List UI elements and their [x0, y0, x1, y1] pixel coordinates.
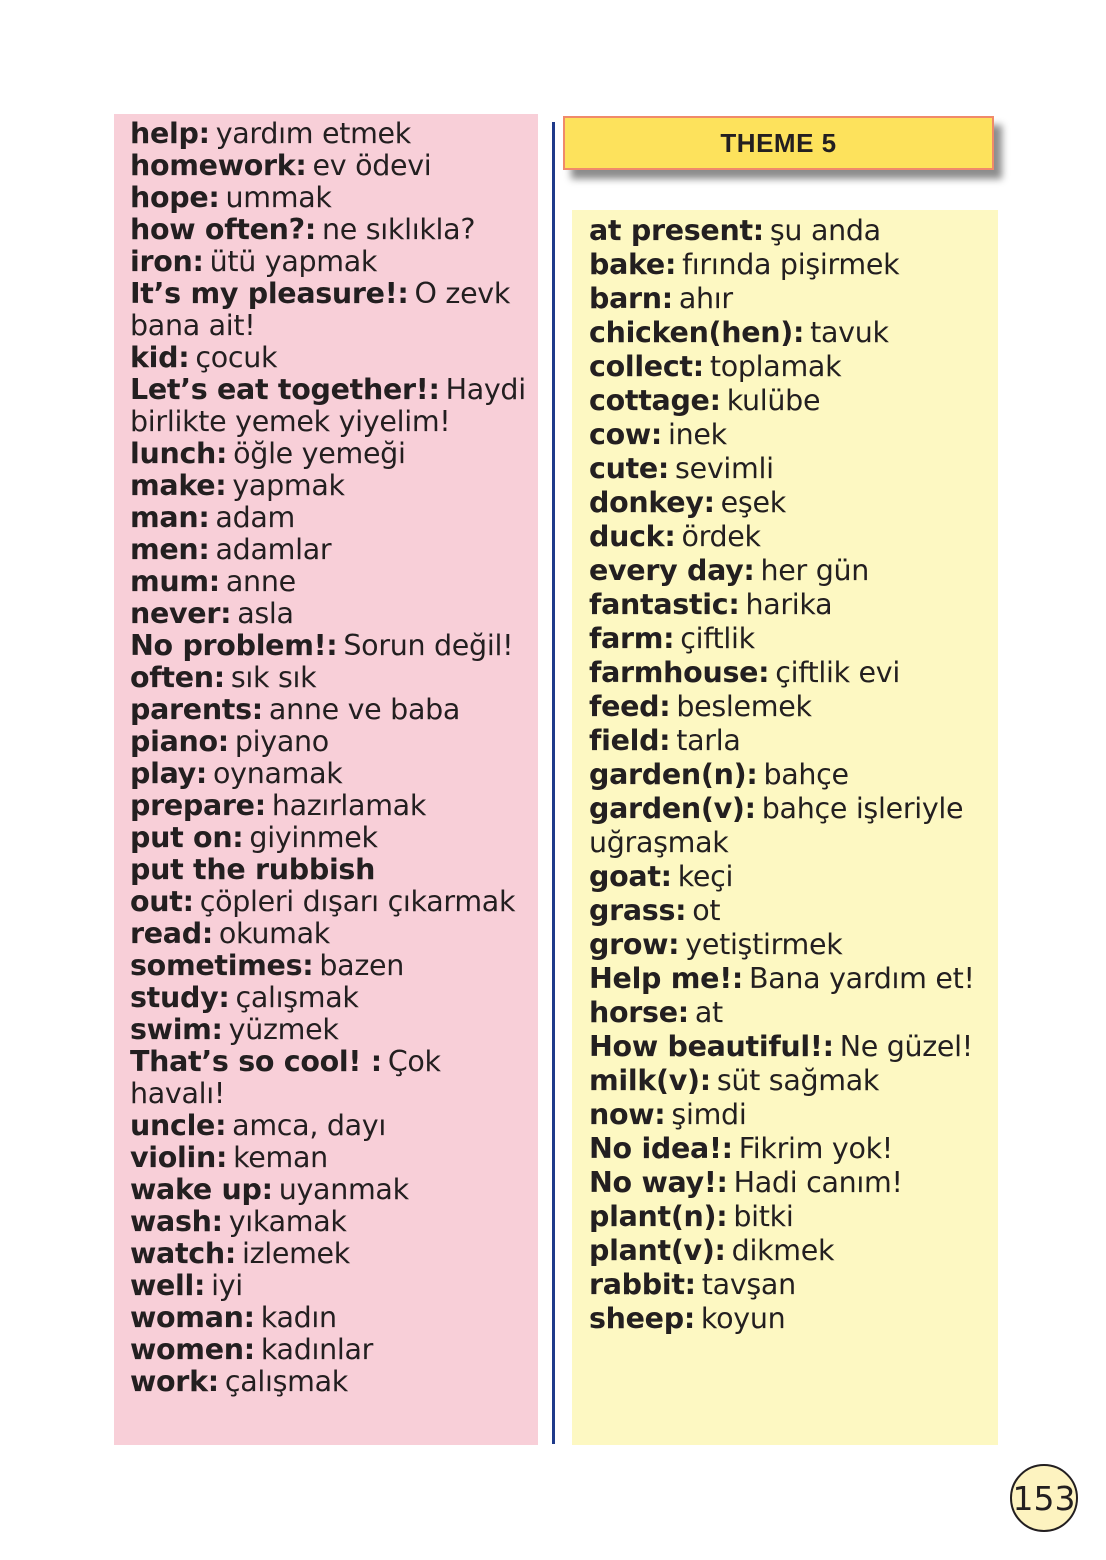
vocabulary-word: man: — [130, 501, 210, 534]
vocabulary-entry — [589, 1234, 989, 1268]
vocabulary-meaning: yapmak — [232, 469, 345, 502]
vocabulary-word: cottage: — [589, 384, 721, 417]
vocabulary-meaning: bahçe işleriyle uğraşmak — [589, 792, 964, 859]
vocabulary-meaning: tavşan — [701, 1268, 796, 1301]
vocabulary-entry — [130, 918, 540, 950]
vocabulary-word: hope: — [130, 181, 220, 214]
vocabulary-meaning: giyinmek — [249, 821, 378, 854]
vocabulary-word: goat: — [589, 860, 672, 893]
vocabulary-entry — [130, 790, 540, 822]
vocabulary-word: No idea!: — [589, 1132, 733, 1165]
vocabulary-word: horse: — [589, 996, 689, 1029]
vocabulary-entry — [589, 588, 989, 622]
vocabulary-word: at present: — [589, 214, 764, 247]
vocabulary-entry — [589, 486, 989, 520]
vocabulary-word: wash: — [130, 1205, 223, 1238]
vocabulary-meaning: Bana yardım et! — [749, 962, 975, 995]
vocabulary-word: homework: — [130, 149, 307, 182]
vocabulary-word: mum: — [130, 565, 220, 598]
vocabulary-entry — [130, 438, 540, 470]
vocabulary-word: milk(v): — [589, 1064, 711, 1097]
vocabulary-entry — [589, 724, 989, 758]
vocabulary-entry — [130, 182, 540, 214]
vocabulary-meaning: at — [694, 996, 723, 1029]
vocabulary-meaning: yardım etmek — [215, 117, 411, 150]
vocabulary-entry — [130, 150, 540, 182]
vocabulary-word: No way!: — [589, 1166, 728, 1199]
vocabulary-meaning: yıkamak — [228, 1205, 347, 1238]
vocabulary-entry — [589, 1268, 989, 1302]
vocabulary-word: field: — [589, 724, 671, 757]
vocabulary-entry — [130, 342, 540, 374]
vocabulary-meaning: hazırlamak — [271, 789, 427, 822]
vocabulary-word: prepare: — [130, 789, 266, 822]
vocabulary-entry — [589, 1030, 989, 1064]
vocabulary-word: work: — [130, 1365, 219, 1398]
vocabulary-entry — [130, 374, 540, 438]
vocabulary-entry — [589, 1098, 989, 1132]
vocabulary-entry — [589, 554, 989, 588]
vocabulary-entry — [589, 248, 989, 282]
vocabulary-meaning: koyun — [700, 1302, 786, 1335]
vocabulary-meaning: tarla — [676, 724, 741, 757]
vocabulary-word: garden(v): — [589, 792, 756, 825]
vocabulary-word: That’s so cool! : — [130, 1045, 382, 1078]
vocabulary-meaning: toplamak — [709, 350, 842, 383]
vocabulary-entry — [589, 690, 989, 724]
vocabulary-entry — [589, 1166, 989, 1200]
vocabulary-entry — [130, 1142, 540, 1174]
vocabulary-entry — [130, 1302, 540, 1334]
vocabulary-word: well: — [130, 1269, 206, 1302]
vocabulary-meaning: çiftlik — [680, 622, 755, 655]
vocabulary-entry — [589, 1200, 989, 1234]
vocabulary-meaning: Fikrim yok! — [738, 1132, 893, 1165]
vocabulary-entry — [130, 950, 540, 982]
vocabulary-word: collect: — [589, 350, 704, 383]
vocabulary-meaning: keçi — [677, 860, 734, 893]
vocabulary-word: Help me!: — [589, 962, 743, 995]
vocabulary-meaning: uyanmak — [278, 1173, 409, 1206]
vocabulary-meaning: şimdi — [671, 1098, 747, 1131]
vocabulary-meaning: öğle yemeği — [233, 437, 406, 470]
right-vocabulary-list — [589, 214, 989, 1336]
vocabulary-word: chicken(hen): — [589, 316, 805, 349]
vocabulary-meaning: çalışmak — [224, 1365, 348, 1398]
vocabulary-entry — [130, 502, 540, 534]
vocabulary-meaning: bazen — [319, 949, 404, 982]
vocabulary-meaning: anne — [225, 565, 296, 598]
vocabulary-meaning: oynamak — [213, 757, 343, 790]
vocabulary-meaning: kulübe — [726, 384, 821, 417]
vocabulary-word: No problem!: — [130, 629, 338, 662]
column-divider — [552, 122, 555, 1444]
vocabulary-meaning: çiftlik evi — [775, 656, 900, 689]
vocabulary-entry — [130, 214, 540, 246]
vocabulary-entry — [589, 418, 989, 452]
vocabulary-entry — [130, 758, 540, 790]
vocabulary-word: barn: — [589, 282, 673, 315]
vocabulary-meaning: sevimli — [675, 452, 774, 485]
vocabulary-meaning: fırında pişirmek — [682, 248, 900, 281]
vocabulary-meaning: yetiştirmek — [685, 928, 843, 961]
vocabulary-entry — [589, 928, 989, 962]
vocabulary-entry — [589, 622, 989, 656]
vocabulary-entry — [130, 118, 540, 150]
vocabulary-word: It’s my pleasure!: — [130, 277, 409, 310]
left-vocabulary-list — [130, 118, 540, 1398]
vocabulary-entry — [130, 630, 540, 662]
vocabulary-meaning: okumak — [218, 917, 330, 950]
vocabulary-entry — [130, 1014, 540, 1046]
vocabulary-meaning: ot — [692, 894, 721, 927]
vocabulary-word: plant(v): — [589, 1234, 726, 1267]
vocabulary-meaning: çöpleri dışarı çıkarmak — [199, 885, 516, 918]
vocabulary-entry — [130, 598, 540, 630]
vocabulary-entry — [130, 278, 540, 342]
vocabulary-word: cute: — [589, 452, 670, 485]
vocabulary-meaning: çocuk — [195, 341, 278, 374]
vocabulary-word: piano: — [130, 725, 229, 758]
vocabulary-word: lunch: — [130, 437, 228, 470]
vocabulary-meaning: tavuk — [810, 316, 889, 349]
vocabulary-entry — [589, 996, 989, 1030]
vocabulary-word: fantastic: — [589, 588, 740, 621]
vocabulary-entry — [589, 1064, 989, 1098]
vocabulary-meaning: Çok havalı! — [130, 1045, 441, 1110]
vocabulary-entry — [130, 1334, 540, 1366]
vocabulary-word: men: — [130, 533, 210, 566]
vocabulary-entry — [589, 962, 989, 996]
vocabulary-word: sometimes: — [130, 949, 314, 982]
vocabulary-entry — [589, 860, 989, 894]
vocabulary-meaning: piyano — [234, 725, 329, 758]
vocabulary-meaning: Sorun değil! — [343, 629, 514, 662]
vocabulary-meaning: adamlar — [215, 533, 332, 566]
vocabulary-word: watch: — [130, 1237, 236, 1270]
vocabulary-word: farmhouse: — [589, 656, 770, 689]
vocabulary-entry — [589, 1132, 989, 1166]
vocabulary-word: feed: — [589, 690, 671, 723]
vocabulary-entry — [130, 694, 540, 726]
vocabulary-meaning: kadın — [260, 1301, 337, 1334]
vocabulary-word: sheep: — [589, 1302, 695, 1335]
vocabulary-word: plant(n): — [589, 1200, 728, 1233]
vocabulary-entry — [130, 470, 540, 502]
vocabulary-word: violin: — [130, 1141, 228, 1174]
vocabulary-word: grass: — [589, 894, 687, 927]
vocabulary-meaning: ummak — [225, 181, 332, 214]
vocabulary-entry — [589, 520, 989, 554]
vocabulary-word: often: — [130, 661, 225, 694]
vocabulary-word: help: — [130, 117, 210, 150]
vocabulary-word: how often?: — [130, 213, 316, 246]
vocabulary-word: uncle: — [130, 1109, 227, 1142]
vocabulary-meaning: şu anda — [769, 214, 881, 247]
vocabulary-entry — [589, 1302, 989, 1336]
vocabulary-entry — [130, 1206, 540, 1238]
vocabulary-meaning: yüzmek — [228, 1013, 339, 1046]
vocabulary-entry — [130, 822, 540, 854]
vocabulary-word: parents: — [130, 693, 263, 726]
vocabulary-word: never: — [130, 597, 232, 630]
vocabulary-meaning: ev ödevi — [312, 149, 432, 182]
vocabulary-entry — [130, 1366, 540, 1398]
vocabulary-meaning: bitki — [733, 1200, 794, 1233]
vocabulary-meaning: kadınlar — [260, 1333, 374, 1366]
vocabulary-meaning: sık sık — [230, 661, 317, 694]
vocabulary-entry — [589, 452, 989, 486]
vocabulary-word: bake: — [589, 248, 677, 281]
vocabulary-meaning: anne ve baba — [268, 693, 461, 726]
vocabulary-word: every day: — [589, 554, 755, 587]
vocabulary-entry — [589, 316, 989, 350]
vocabulary-word: farm: — [589, 622, 675, 655]
vocabulary-word: make: — [130, 469, 227, 502]
vocabulary-meaning: inek — [668, 418, 727, 451]
vocabulary-meaning: bahçe — [763, 758, 849, 791]
theme-title: THEME 5 — [720, 127, 837, 158]
vocabulary-word: woman: — [130, 1301, 255, 1334]
theme-header — [563, 116, 994, 170]
vocabulary-meaning: dikmek — [731, 1234, 835, 1267]
vocabulary-meaning: ütü yapmak — [209, 245, 378, 278]
vocabulary-word: wake up: — [130, 1173, 273, 1206]
vocabulary-entry — [589, 758, 989, 792]
vocabulary-meaning: O zevk bana ait! — [130, 277, 511, 342]
vocabulary-entry — [589, 384, 989, 418]
vocabulary-meaning: Hadi canım! — [733, 1166, 903, 1199]
vocabulary-entry — [130, 982, 540, 1014]
vocabulary-entry — [130, 246, 540, 278]
vocabulary-word: put the rubbish out: — [130, 853, 376, 918]
vocabulary-entry — [589, 214, 989, 248]
vocabulary-word: duck: — [589, 520, 676, 553]
vocabulary-entry — [589, 282, 989, 316]
vocabulary-entry — [130, 854, 540, 918]
vocabulary-entry — [589, 894, 989, 928]
vocabulary-meaning: çalışmak — [235, 981, 359, 1014]
vocabulary-entry — [589, 656, 989, 690]
vocabulary-meaning: adam — [215, 501, 296, 534]
vocabulary-word: play: — [130, 757, 208, 790]
vocabulary-meaning: asla — [237, 597, 294, 630]
vocabulary-word: women: — [130, 1333, 255, 1366]
vocabulary-word: now: — [589, 1098, 666, 1131]
vocabulary-meaning: Ne güzel! — [839, 1030, 973, 1063]
vocabulary-meaning: beslemek — [676, 690, 812, 723]
vocabulary-entry — [130, 1046, 540, 1110]
vocabulary-word: donkey: — [589, 486, 715, 519]
vocabulary-word: Let’s eat together!: — [130, 373, 440, 406]
vocabulary-meaning: her gün — [760, 554, 870, 587]
vocabulary-entry — [130, 1174, 540, 1206]
vocabulary-entry — [130, 1270, 540, 1302]
vocabulary-entry — [130, 1238, 540, 1270]
page-number: 153 — [1010, 1464, 1078, 1532]
vocabulary-meaning: keman — [233, 1141, 328, 1174]
vocabulary-word: How beautiful!: — [589, 1030, 834, 1063]
vocabulary-meaning: ne sıklıkla? — [321, 213, 476, 246]
vocabulary-entry — [589, 350, 989, 384]
vocabulary-word: cow: — [589, 418, 663, 451]
vocabulary-entry — [130, 726, 540, 758]
vocabulary-word: grow: — [589, 928, 680, 961]
vocabulary-entry — [589, 792, 989, 860]
vocabulary-word: garden(n): — [589, 758, 758, 791]
vocabulary-entry — [130, 1110, 540, 1142]
vocabulary-meaning: harika — [745, 588, 833, 621]
vocabulary-meaning: ördek — [681, 520, 761, 553]
vocabulary-word: kid: — [130, 341, 190, 374]
vocabulary-meaning: amca, dayı — [232, 1109, 386, 1142]
vocabulary-word: read: — [130, 917, 213, 950]
vocabulary-entry — [130, 566, 540, 598]
vocabulary-meaning: izlemek — [241, 1237, 351, 1270]
vocabulary-entry — [130, 662, 540, 694]
vocabulary-word: rabbit: — [589, 1268, 696, 1301]
vocabulary-meaning: Haydi birlikte yemek yiyelim! — [130, 373, 526, 438]
vocabulary-word: swim: — [130, 1013, 223, 1046]
vocabulary-meaning: süt sağmak — [716, 1064, 880, 1097]
vocabulary-word: iron: — [130, 245, 204, 278]
vocabulary-word: put on: — [130, 821, 244, 854]
vocabulary-meaning: eşek — [720, 486, 786, 519]
vocabulary-word: study: — [130, 981, 230, 1014]
vocabulary-entry — [130, 534, 540, 566]
vocabulary-meaning: iyi — [211, 1269, 243, 1302]
vocabulary-meaning: ahır — [678, 282, 733, 315]
